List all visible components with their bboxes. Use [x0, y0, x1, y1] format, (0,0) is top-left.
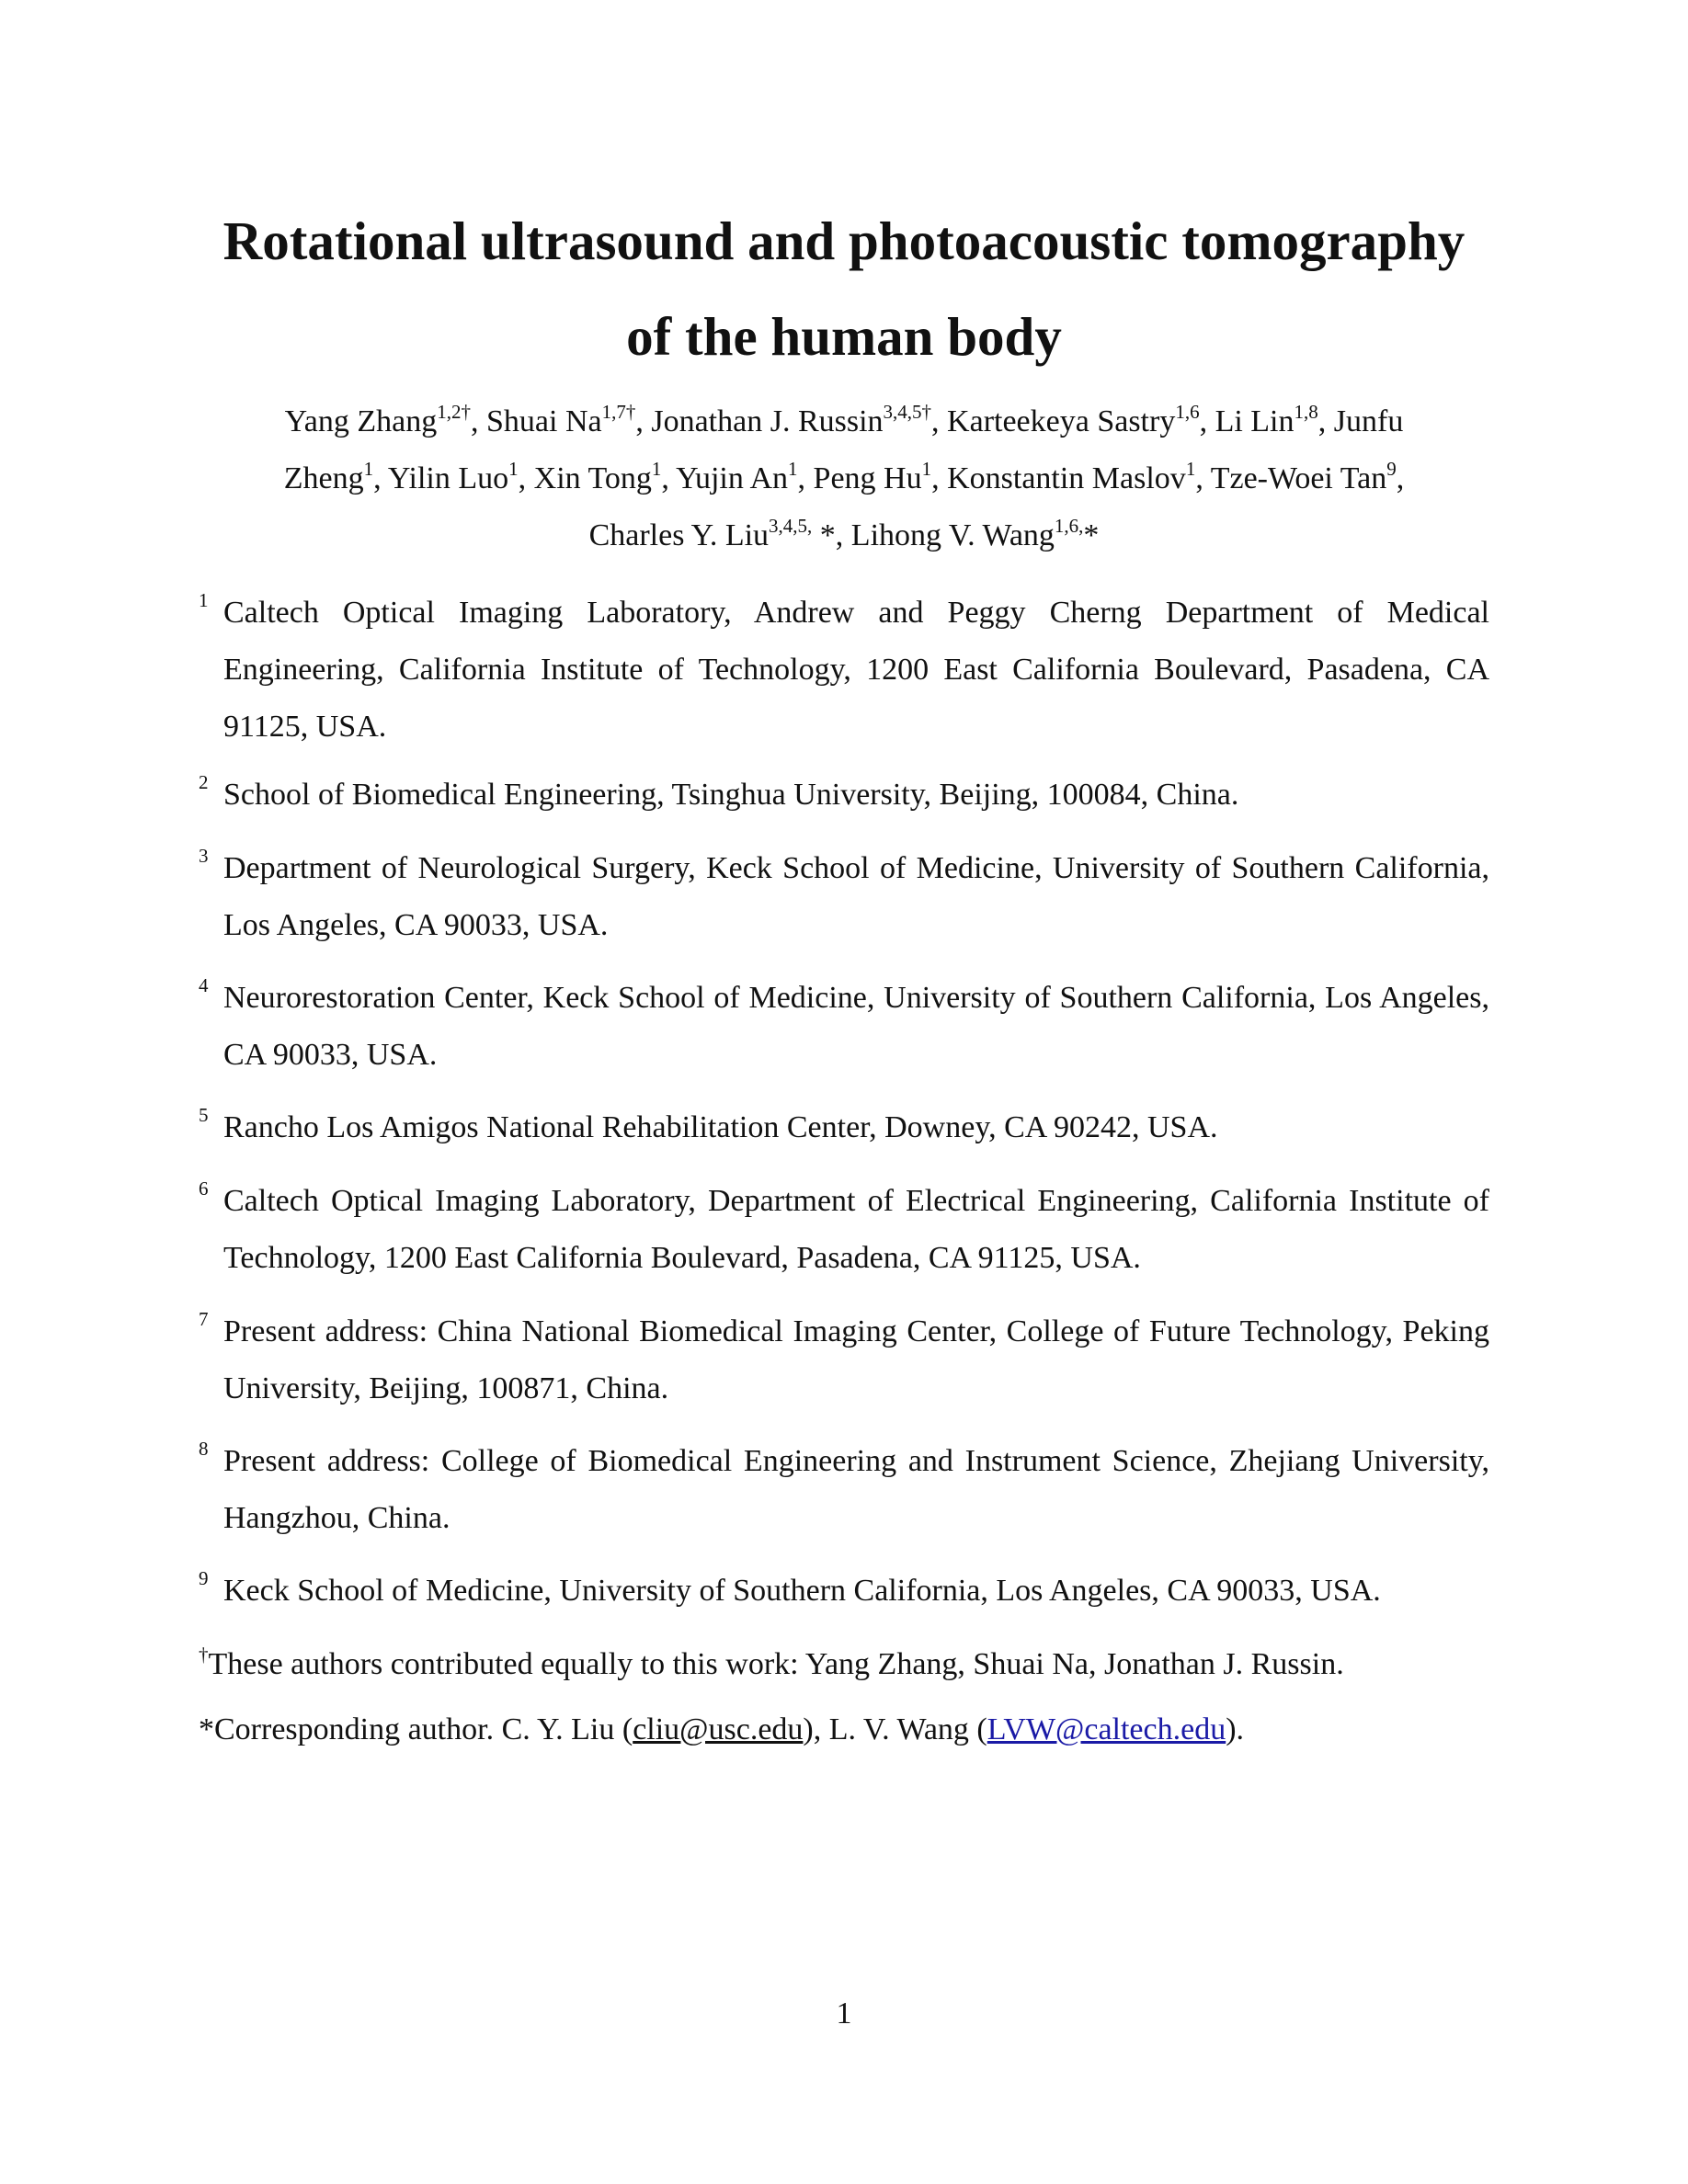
author-affiliation-marks: 1,7†	[601, 401, 636, 423]
affiliation-item	[199, 1563, 1489, 1620]
author-name: Peng Hu	[813, 461, 922, 495]
affiliation-text: Caltech Optical Imaging Laboratory, Department of Electrical Engineering, California Institute of Technology, 1200 East California Boulevard, Pasadena, CA 91125, USA.	[223, 1184, 1489, 1275]
affiliation-text: Rancho Los Amigos National Rehabilitation Center, Downey, CA 90242, USA.	[223, 1110, 1218, 1144]
author-affiliation-marks: 1	[921, 458, 932, 480]
dagger-mark: †	[199, 1644, 209, 1666]
author-separator: ,	[373, 461, 388, 495]
affiliation-text: Keck School of Medicine, University of Southern California, Los Angeles, CA 90033, USA.	[223, 1574, 1381, 1608]
author-separator: *	[1083, 518, 1100, 552]
affiliation-text: Department of Neurological Surgery, Keck School of Medicine, University of Southern California, Los Angeles, CA 90033, USA.	[223, 851, 1489, 942]
affiliation-item	[199, 840, 1489, 954]
equal-contribution-note	[199, 1636, 1504, 1693]
affiliation-mark: 9	[199, 1567, 209, 1589]
author-name: Xin Tong	[533, 461, 652, 495]
author-line-3	[0, 507, 1688, 564]
author-affiliation-marks: 1	[651, 458, 662, 480]
affiliation-item	[199, 585, 1489, 756]
author-line-2	[0, 450, 1688, 507]
title-line-1: Rotational ultrasound and photoacoustic tomography	[222, 210, 1466, 271]
affiliation-mark: 1	[199, 589, 209, 611]
author-name: Yang Zhang	[284, 404, 438, 438]
affiliation-text: Present address: College of Biomedical Engineering and Instrument Science, Zhejiang University, Hangzhou, China.	[223, 1444, 1489, 1535]
author-separator: ,	[1195, 461, 1211, 495]
affiliation-item	[199, 767, 1489, 824]
author-separator: ,	[931, 404, 948, 438]
author-separator: ,	[931, 461, 948, 495]
equal-contribution-text: These authors contributed equally to this work: Yang Zhang, Shuai Na, Jonathan J. Russin.	[208, 1647, 1344, 1681]
affiliation-text: Neurorestoration Center, Keck School of Medicine, University of Southern California, Los Angeles, CA 90033, USA.	[223, 981, 1489, 1072]
title-line-2: of the human body	[626, 306, 1062, 367]
author-separator: *,	[812, 518, 851, 552]
affiliation-item	[199, 1173, 1489, 1287]
author-separator: ,	[1396, 461, 1405, 495]
author-name: Charles Y. Liu	[588, 518, 770, 552]
affiliation-text: Caltech Optical Imaging Laboratory, Andrew and Peggy Cherng Department of Medical Engineering, California Institute of Technology, 1200 East California Boulevard, Pasadena, CA 91125, USA.	[223, 596, 1489, 744]
paper-title	[0, 193, 1688, 384]
affiliation-text: Present address: China National Biomedical Imaging Center, College of Future Technology, Peking University, Beijing, 100871, China.	[223, 1314, 1489, 1405]
email-liu[interactable]: cliu@usc.edu	[633, 1712, 804, 1746]
author-name: Shuai Na	[486, 404, 602, 438]
author-affiliation-marks: 3,4,5†	[883, 401, 932, 423]
author-affiliation-marks: 1,2†	[437, 401, 472, 423]
affiliation-text: School of Biomedical Engineering, Tsinghua University, Beijing, 100084, China.	[223, 778, 1239, 812]
corresponding-prefix: *Corresponding author. C. Y. Liu (	[199, 1712, 633, 1746]
affiliation-item	[199, 1303, 1489, 1417]
author-affiliation-marks: 1,6,	[1054, 515, 1084, 537]
affiliation-mark: 3	[199, 845, 209, 867]
author-affiliation-marks: 1	[788, 458, 798, 480]
affiliation-mark: 6	[199, 1177, 209, 1200]
author-separator: ,	[471, 404, 487, 438]
author-name: Yujin An	[676, 461, 789, 495]
author-separator: ,	[661, 461, 677, 495]
author-affiliation-marks: 1	[363, 458, 374, 480]
affiliation-item	[199, 1433, 1489, 1547]
author-separator: ,	[518, 461, 534, 495]
page-number: 1	[836, 1996, 852, 2030]
affiliation-mark: 2	[199, 771, 209, 793]
author-separator: ,	[635, 404, 652, 438]
author-separator: , Junfu	[1317, 404, 1404, 438]
corresponding-middle: ), L. V. Wang (	[803, 1712, 987, 1746]
author-list	[0, 393, 1688, 564]
author-affiliation-marks: 9	[1386, 458, 1397, 480]
author-name: Konstantin Maslov	[947, 461, 1186, 495]
affiliation-mark: 5	[199, 1104, 209, 1126]
author-affiliation-marks: 3,4,5,	[769, 515, 813, 537]
author-name: Lihong V. Wang	[850, 518, 1055, 552]
author-affiliation-marks: 1	[508, 458, 519, 480]
email-wang-link[interactable]: LVW@caltech.edu	[987, 1712, 1226, 1746]
author-affiliation-marks: 1	[1185, 458, 1196, 480]
author-separator: ,	[1199, 404, 1215, 438]
author-name: Yilin Luo	[387, 461, 509, 495]
affiliation-item	[199, 970, 1489, 1084]
affiliation-mark: 7	[199, 1308, 209, 1330]
author-separator: ,	[797, 461, 814, 495]
corresponding-author-note	[199, 1701, 1504, 1758]
author-affiliation-marks: 1,8	[1294, 401, 1318, 423]
author-name: Zheng	[283, 461, 364, 495]
author-affiliation-marks: 1,6	[1175, 401, 1200, 423]
corresponding-suffix: ).	[1226, 1712, 1245, 1746]
author-name: Li Lin	[1215, 404, 1295, 438]
affiliation-mark: 4	[199, 974, 209, 996]
affiliation-mark: 8	[199, 1438, 209, 1460]
author-name: Tze-Woei Tan	[1210, 461, 1387, 495]
author-name: Jonathan J. Russin	[651, 404, 884, 438]
author-name: Karteekeya Sastry	[947, 404, 1176, 438]
author-line-1	[0, 393, 1688, 450]
affiliation-item	[199, 1099, 1489, 1156]
